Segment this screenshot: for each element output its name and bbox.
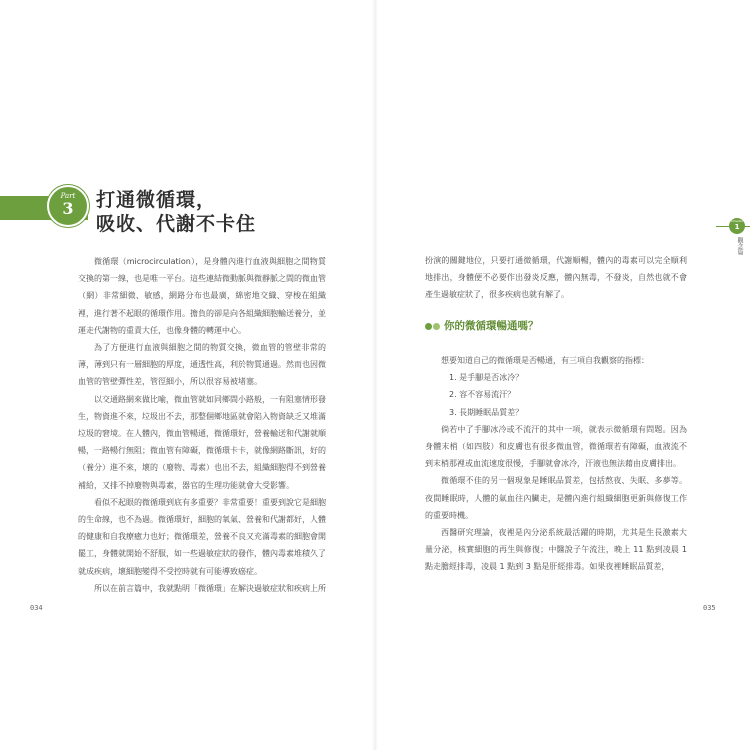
page-number-right: 035 <box>703 604 716 612</box>
indicator-item: 1. 是手腳是否冰冷？ <box>449 373 524 383</box>
paragraph: 微循環（microcirculation），是身體內進行血液與細胞之間物質交換的第一線，也是唯一平台。這些連結微動脈與微靜脈之間的微血管（網）非常細微、敏感，網路分布也最廣，綿密地交織、穿梭在組織裡，進行著不起眼的循環作用。擔負的卻是向各組織細胞輸送養分，並運走代謝物的重責大任，也像身體的轉運中心。 <box>78 257 326 335</box>
indicator-item: 3. 長期睡眠品質差？ <box>449 407 524 417</box>
paragraph: 微循環不佳的另一個現象是睡眠品質差，包括熬夜、失眠、多夢等。夜間睡眠時，人體的氣血往內臟走，是體內進行組織細胞更新與修復工作的重要時機。 <box>425 476 687 520</box>
paragraph: 看似不起眼的微循環到底有多重要？非常重要！重要到說它是細胞的生命線，也不為過。微循環好，細胞的氧氣、營養和代謝都好，人體的健康和自我療癒力也好；微循環差，營養不良又充滿毒素的細胞會開罷工，身體就開始不舒服，如一些過敏症狀的發作，體內毒素堆積久了就成疾病，壞細胞變得不受控時就有可能導致癌症。 <box>78 497 326 576</box>
left-body-text <box>78 253 326 597</box>
paragraph: 扮演的關鍵地位，只要打通微循環，代謝順暢，體內的毒素可以完全順利地排出，身體便不必要作出發炎反應，體內無毒，不發炎，自然也就不會產生過敏症狀了，很多疾病也就有解了。 <box>425 256 687 300</box>
book-gutter <box>372 0 378 750</box>
chapter-title-line1: 打通微循環， <box>96 189 217 211</box>
paragraph: 所以在前言篇中，我就點明「微循環」在解決過敏症狀和疾病上所 <box>94 583 326 593</box>
section-heading-text: 你的微循環暢通嗎？ <box>444 320 539 332</box>
paragraph: 為了方便進行血液與細胞之間的物質交換，微血管的管壁非常的薄，薄到只有一層細胞的厚度，通透性高，利於物質通過。然而也因微血管的管壁彈性差，管徑細小，所以很容易被堵塞。 <box>78 343 326 387</box>
bullet-dot-icon <box>425 323 432 330</box>
bullet-dot-icon <box>433 323 440 330</box>
part-number: 3 <box>62 199 74 218</box>
chapter-title <box>96 188 256 236</box>
chapter-title-line2: 吸收、代謝不卡住 <box>96 213 257 235</box>
right-top-text <box>425 252 687 304</box>
chapter-tab-badge <box>729 218 745 234</box>
chapter-tab-label: Chapter <box>731 219 743 223</box>
paragraph: 以交通路網來做比喻，微血管就如同鄉間小路般，一有阻塞情形發生，物資進不來，垃圾出不去，那整個鄉地區就會陷入物資缺乏又堆滿垃圾的窘境。在人體內，微血管暢通，微循環好，營養輸送和代謝就順暢，一路暢行無阻；微血管有障礙，微循環卡卡，就像網路斷訊，好的（養分）進不來，壞的（廢物、毒素）也出不去，組織細胞得不到營養補給，又排不掉廢物與毒素，器官的生理功能就會大受影響。 <box>78 394 326 490</box>
indicator-item: 2. 容不容易流汗？ <box>449 390 516 400</box>
part-badge <box>47 185 89 227</box>
page-number-left: 034 <box>30 604 43 612</box>
part-label: Part <box>60 192 76 200</box>
chapter-tab-text: 觀念篇 <box>736 237 743 255</box>
section-heading <box>425 318 539 333</box>
paragraph: 西醫研究理論，夜裡是內分泌系統最活躍的時期，尤其是生長激素大量分泌，核實細胞的再生與修復；中醫說子午流注，晚上 11 點到凌晨 1 點走膽經排毒，凌晨 1 點到 3 點是肝經排毒。如果夜裡睡眠品質差， <box>425 528 687 572</box>
intro-paragraph: 想要知道自己的微循環是否暢通，有三項自我觀察的指標： <box>441 356 649 365</box>
chapter-tab-number: 1 <box>734 223 740 231</box>
right-body-text <box>425 352 687 576</box>
paragraph: 倘若中了手腳冰冷或不流汗的其中一項，就表示微循環有問題。因為身體末梢（如四肢）和皮膚也有很多微血管，微循環若有障礙，血液流不到末梢那裡或血流速度很慢，手腳就會冰冷，汗液也無法藉由皮膚排出。 <box>425 424 687 469</box>
